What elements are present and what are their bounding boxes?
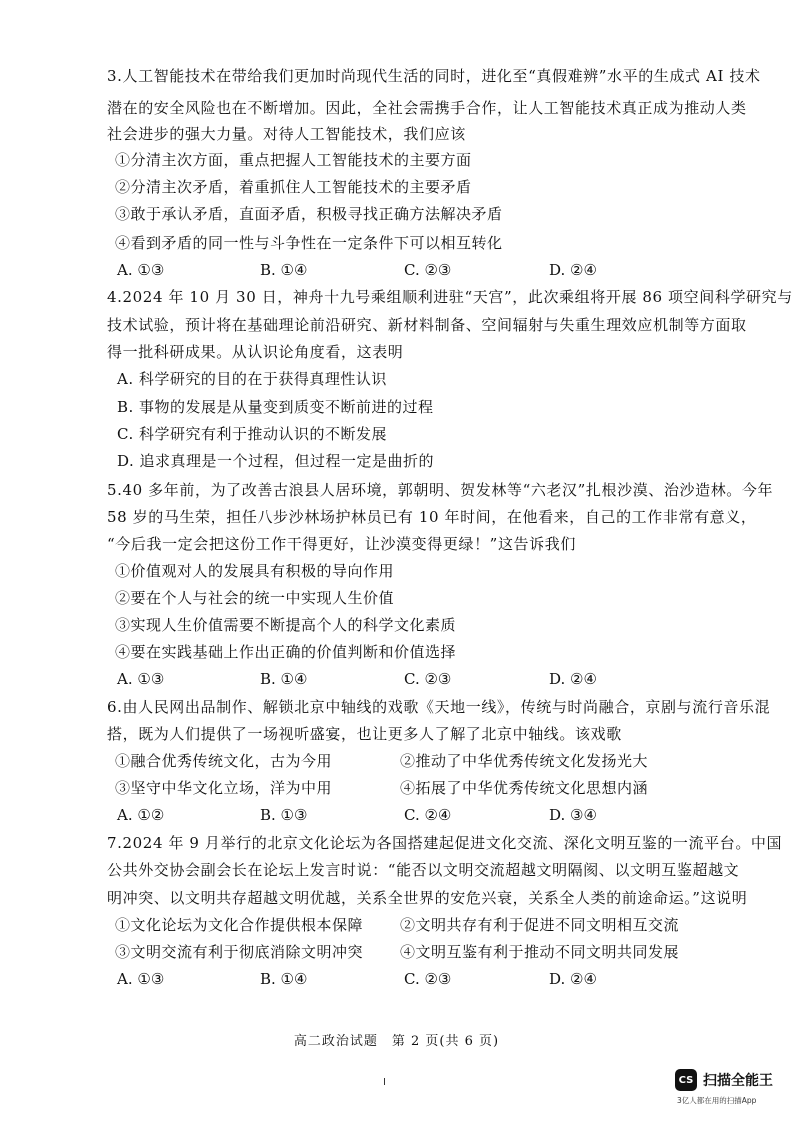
q6-option-3: ③坚守中华文化立场，洋为中用 xyxy=(115,779,333,797)
q5-option-1: ①价值观对人的发展具有积极的导向作用 xyxy=(115,562,395,580)
q4-option-c: C. 科学研究有利于推动认识的不断发展 xyxy=(117,425,387,443)
q4-stem-line-1: 4.2024 年 10 月 30 日，神舟十九号乘组顺利进驻“天宫”，此次乘组将开展 86 项空间科学研究与 xyxy=(107,288,793,306)
q5-answer-a: A. ①③ xyxy=(117,670,165,688)
q4-stem-line-2: 技术试验，预计将在基础理论前沿研究、新材料制备、空间辐射与失重生理效应机制等方面取 xyxy=(107,316,747,334)
q7-answer-a: A. ①③ xyxy=(117,970,165,988)
watermark-app-name: 扫描全能王 xyxy=(703,1073,773,1089)
q6-stem-line-2: 搭，既为人们提供了一场视听盛宴，也让更多人了解了北京中轴线。该戏歌 xyxy=(107,725,622,743)
q3-stem-line-1: 3.人工智能技术在带给我们更加时尚现代生活的同时，进化至“真假难辨”水平的生成式 AI 技术 xyxy=(107,67,761,85)
q7-option-1: ①文化论坛为文化合作提供根本保障 xyxy=(115,916,364,934)
q7-answer-d: D. ②④ xyxy=(549,970,597,988)
q7-stem-line-2: 公共外交协会副会长在论坛上发言时说：“能否以文明交流超越文明隔阂、以文明互鉴超越文 xyxy=(107,861,740,879)
q5-stem-line-2: 58 岁的马生荣，担任八步沙林场护林员已有 10 年时间，在他看来，自己的工作非常有意义， xyxy=(107,508,757,526)
q7-stem-line-3: 明冲突、以文明共存超越文明优越，关系全世界的安危兴衰，关系全人类的前途命运。”这说明 xyxy=(107,889,748,907)
q7-answer-c: C. ②③ xyxy=(404,970,452,988)
q3-stem-line-2: 潜在的安全风险也在不断增加。因此，全社会需携手合作，让人工智能技术真正成为推动人类 xyxy=(107,99,747,117)
q5-answer-b: B. ①④ xyxy=(260,670,308,688)
q7-option-3: ③文明交流有利于彻底消除文明冲突 xyxy=(115,943,364,961)
q3-answer-c: C. ②③ xyxy=(404,261,452,279)
q4-option-a: A. 科学研究的目的在于获得真理性认识 xyxy=(117,370,387,388)
q5-stem-line-1: 5.40 多年前，为了改善古浪县人居环境，郭朝明、贺发林等“六老汉”扎根沙漠、治沙造林。今年 xyxy=(107,481,774,499)
q6-option-2: ②推动了中华优秀传统文化发扬光大 xyxy=(400,752,649,770)
q3-stem-line-3: 社会进步的强大力量。对待人工智能技术，我们应该 xyxy=(107,125,466,143)
q6-stem-line-1: 6.由人民网出品制作、解锁北京中轴线的戏歌《天地一线》，传统与时尚融合，京剧与流行音乐混 xyxy=(107,698,771,716)
page-footer: 高二政治试题 第 2 页(共 6 页) xyxy=(293,1034,500,1049)
q4-stem-line-3: 得一批科研成果。从认识论角度看，这表明 xyxy=(107,343,404,361)
q6-answer-c: C. ②④ xyxy=(404,806,452,824)
q5-option-2: ②要在个人与社会的统一中实现人生价值 xyxy=(115,589,395,607)
q7-stem-line-1: 7.2024 年 9 月举行的北京文化论坛为各国搭建起促进文化交流、深化文明互鉴的一流平台。中国 xyxy=(107,834,783,852)
q6-answer-b: B. ①③ xyxy=(260,806,308,824)
q3-answer-d: D. ②④ xyxy=(549,261,597,279)
q3-option-3: ③敢于承认矛盾，直面矛盾，积极寻找正确方法解决矛盾 xyxy=(115,205,503,223)
q6-answer-d: D. ③④ xyxy=(549,806,597,824)
q3-option-1: ①分清主次方面，重点把握人工智能技术的主要方面 xyxy=(115,151,472,169)
watermark-tagline: 3亿人都在用的扫描App xyxy=(677,1096,757,1105)
q7-answer-b: B. ①④ xyxy=(260,970,308,988)
q4-option-b: B. 事物的发展是从量变到质变不断前进的过程 xyxy=(117,398,434,416)
q4-option-d: D. 追求真理是一个过程，但过程一定是曲折的 xyxy=(117,452,435,470)
q3-answer-b: B. ①④ xyxy=(260,261,308,279)
camscanner-logo-icon: CS xyxy=(675,1069,697,1091)
q7-option-2: ②文明共存有利于促进不同文明相互交流 xyxy=(400,916,680,934)
q5-stem-line-3: “今后我一定会把这份工作干得更好，让沙漠变得更绿！”这告诉我们 xyxy=(107,535,576,553)
scanner-watermark xyxy=(675,1067,783,1111)
q5-option-3: ③实现人生价值需要不断提高个人的科学文化素质 xyxy=(115,616,457,634)
q3-answer-a: A. ①③ xyxy=(117,261,165,279)
q7-option-4: ④文明互鉴有利于推动不同文明共同发展 xyxy=(400,943,680,961)
q6-option-4: ④拓展了中华优秀传统文化思想内涵 xyxy=(400,779,649,797)
q6-answer-a: A. ①② xyxy=(117,806,165,824)
q5-answer-c: C. ②③ xyxy=(404,670,452,688)
q5-answer-d: D. ②④ xyxy=(549,670,597,688)
q6-option-1: ①融合优秀传统文化，古为今用 xyxy=(115,752,333,770)
q5-option-4: ④要在实践基础上作出正确的价值判断和价值选择 xyxy=(115,643,457,661)
scan-mark xyxy=(384,1078,385,1085)
q3-option-2: ②分清主次矛盾，着重抓住人工智能技术的主要矛盾 xyxy=(115,178,472,196)
q3-option-4: ④看到矛盾的同一性与斗争性在一定条件下可以相互转化 xyxy=(115,234,503,252)
